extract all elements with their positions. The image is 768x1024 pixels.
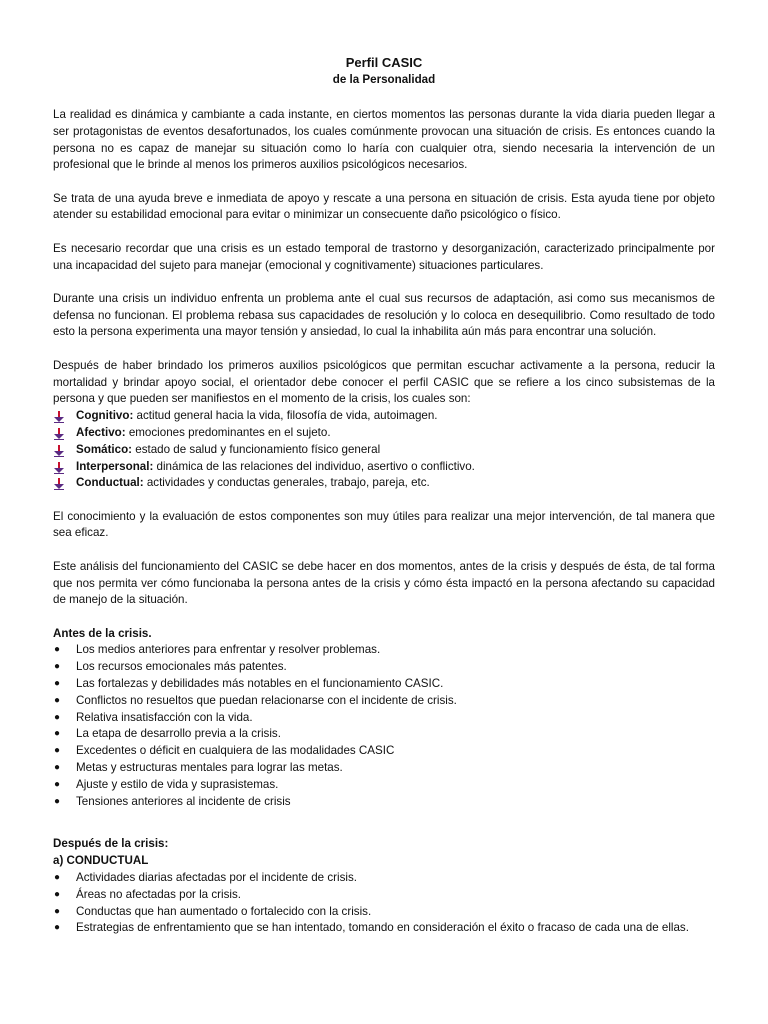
subsystem-desc: estado de salud y funcionamiento físico general [132,442,381,456]
list-item: ● Los medios anteriores para enfrentar y resolver problemas. [53,642,715,659]
bullet-icon: ● [54,745,61,757]
subsystem-item [53,475,715,492]
subsystem-desc: actitud general hacia la vida, filosofía de vida, autoimagen. [133,409,438,423]
bullet-icon: ● [54,678,61,690]
arrow-down-icon [53,462,65,474]
subsystem-term: Afectivo: [76,425,126,439]
bullet-icon: ● [54,728,61,740]
spacer [53,810,715,836]
subsystem-item [53,442,715,459]
after-crisis-list [53,870,715,937]
list-item: ● Los recursos emocionales más patentes. [53,659,715,676]
page-title: Perfil CASIC [345,55,423,70]
subsystem-desc: emociones predominantes en el sujeto. [125,425,331,439]
list-item: ● Las fortalezas y debilidades más notables en el funcionamiento CASIC. [53,676,715,693]
middle-paragraph-1: El conocimiento y la evaluación de estos componentes son muy útiles para realizar una mejor intervención, de tal manera que sea eficaz. [53,509,715,540]
subsystem-term: Somático: [76,442,133,456]
arrow-down-icon [53,445,65,457]
bullet-icon: ● [54,694,61,706]
bullet-icon: ● [54,661,61,673]
list-item: ● Ajuste y estilo de vida y suprasistemas. [53,777,715,794]
intro-paragraph-2: Se trata de una ayuda breve e inmediata de apoyo y rescate a una persona en situación de crisis. Esta ayuda tiene por objeto atender su estabilidad emocional para evitar o minimizar un consecuente daño psicológico o físico. [53,191,715,222]
subsystem-term: Conductual: [76,476,144,490]
arrow-down-icon [53,411,65,423]
list-item: ● Áreas no afectadas por la crisis. [53,887,715,904]
after-crisis-heading: Después de la crisis: [53,837,169,851]
intro-paragraph-1: La realidad es dinámica y cambiante a cada instante, en ciertos momentos las personas durante la vida diaria pueden llegar a ser protagonistas de eventos desafortunados, los cuales comúnmente provocan una situación de crisis. Es entonces cuando la persona no es capaz de manejar su situación como lo haría con cualquier otra, siendo necesaria la intervención de un profesional que le brinde al menos los primeros auxilios psicológicos necesarios. [53,108,715,172]
intro-paragraph-4: Durante una crisis un individuo enfrenta un problema ante el cual sus recursos de adaptación, asi como sus mecanismos de defensa no funcionan. El problema rebasa sus capacidades de resolución y lo coloca en desequilibrio. Como resultado de todo esto la persona experimenta una mayor tensión y ansiedad, lo cual la inhabilita aún más para encontrar una solución. [53,291,715,339]
intro-paragraph-3: Es necesario recordar que una crisis es un estado temporal de trastorno y desorganización, caracterizado principalmente por una incapacidad del sujeto para manejar (emocional y cognitivamente) situaciones particulares. [53,241,715,272]
bullet-icon: ● [54,795,61,807]
list-item: ● La etapa de desarrollo previa a la crisis. [53,726,715,743]
subsystem-item [53,459,715,476]
arrow-down-icon [53,478,65,490]
list-item: ● Metas y estructuras mentales para lograr las metas. [53,760,715,777]
list-item: ● Estrategias de enfrentamiento que se han intentado, tomando en consideración el éxito o fracaso de cada una de ellas. [53,920,715,937]
bullet-icon: ● [54,778,61,790]
list-item: ● Conflictos no resueltos que puedan relacionarse con el incidente de crisis. [53,693,715,710]
bullet-icon: ● [54,644,61,656]
subsystem-item [53,425,715,442]
after-crisis-subheading: a) CONDUCTUAL [53,854,149,868]
arrow-down-icon [53,428,65,440]
middle-paragraph-2: Este análisis del funcionamiento del CASIC se debe hacer en dos momentos, antes de la crisis y después de ésta, de tal forma que nos permita ver cómo funcionaba la persona antes de la crisis y cómo ésta impactó en la persona afectando su capacidad de manejo de la situación. [53,559,715,607]
before-crisis-list [53,642,715,810]
subsystem-term: Cognitivo: [76,409,134,423]
bullet-icon: ● [54,711,61,723]
bullet-icon: ● [54,905,61,917]
subsystem-item [53,408,715,425]
bullet-icon: ● [54,871,61,883]
subsystem-desc: actividades y conductas generales, trabajo, pareja, etc. [143,476,430,490]
page-subtitle: de la Personalidad [332,73,436,86]
list-item: ● Conductas que han aumentado o fortalecido con la crisis. [53,904,715,921]
subsystem-list [53,408,715,492]
subsystem-term: Interpersonal: [76,459,154,473]
intro-paragraph-5: Después de haber brindado los primeros auxilios psicológicos que permitan escuchar activamente a la persona, reducir la mortalidad y brindar apoyo social, el orientador debe conocer el perfil CASIC que se refiere a los cinco subsistemas de la persona y que pueden ser manifiestos en el momento de la crisis, los cuales son: [53,358,715,406]
list-item: ● Relativa insatisfacción con la vida. [53,710,715,727]
bullet-icon: ● [54,888,61,900]
list-item: ● Excedentes o déficit en cualquiera de las modalidades CASIC [53,743,715,760]
bullet-icon: ● [54,922,61,934]
before-crisis-heading: Antes de la crisis. [53,626,152,640]
list-item: ● Tensiones anteriores al incidente de crisis [53,794,715,811]
bullet-icon: ● [54,762,61,773]
list-item: ● Actividades diarias afectadas por el incidente de crisis. [53,870,715,887]
subsystem-desc: dinámica de las relaciones del individuo, asertivo o conflictivo. [153,459,475,473]
